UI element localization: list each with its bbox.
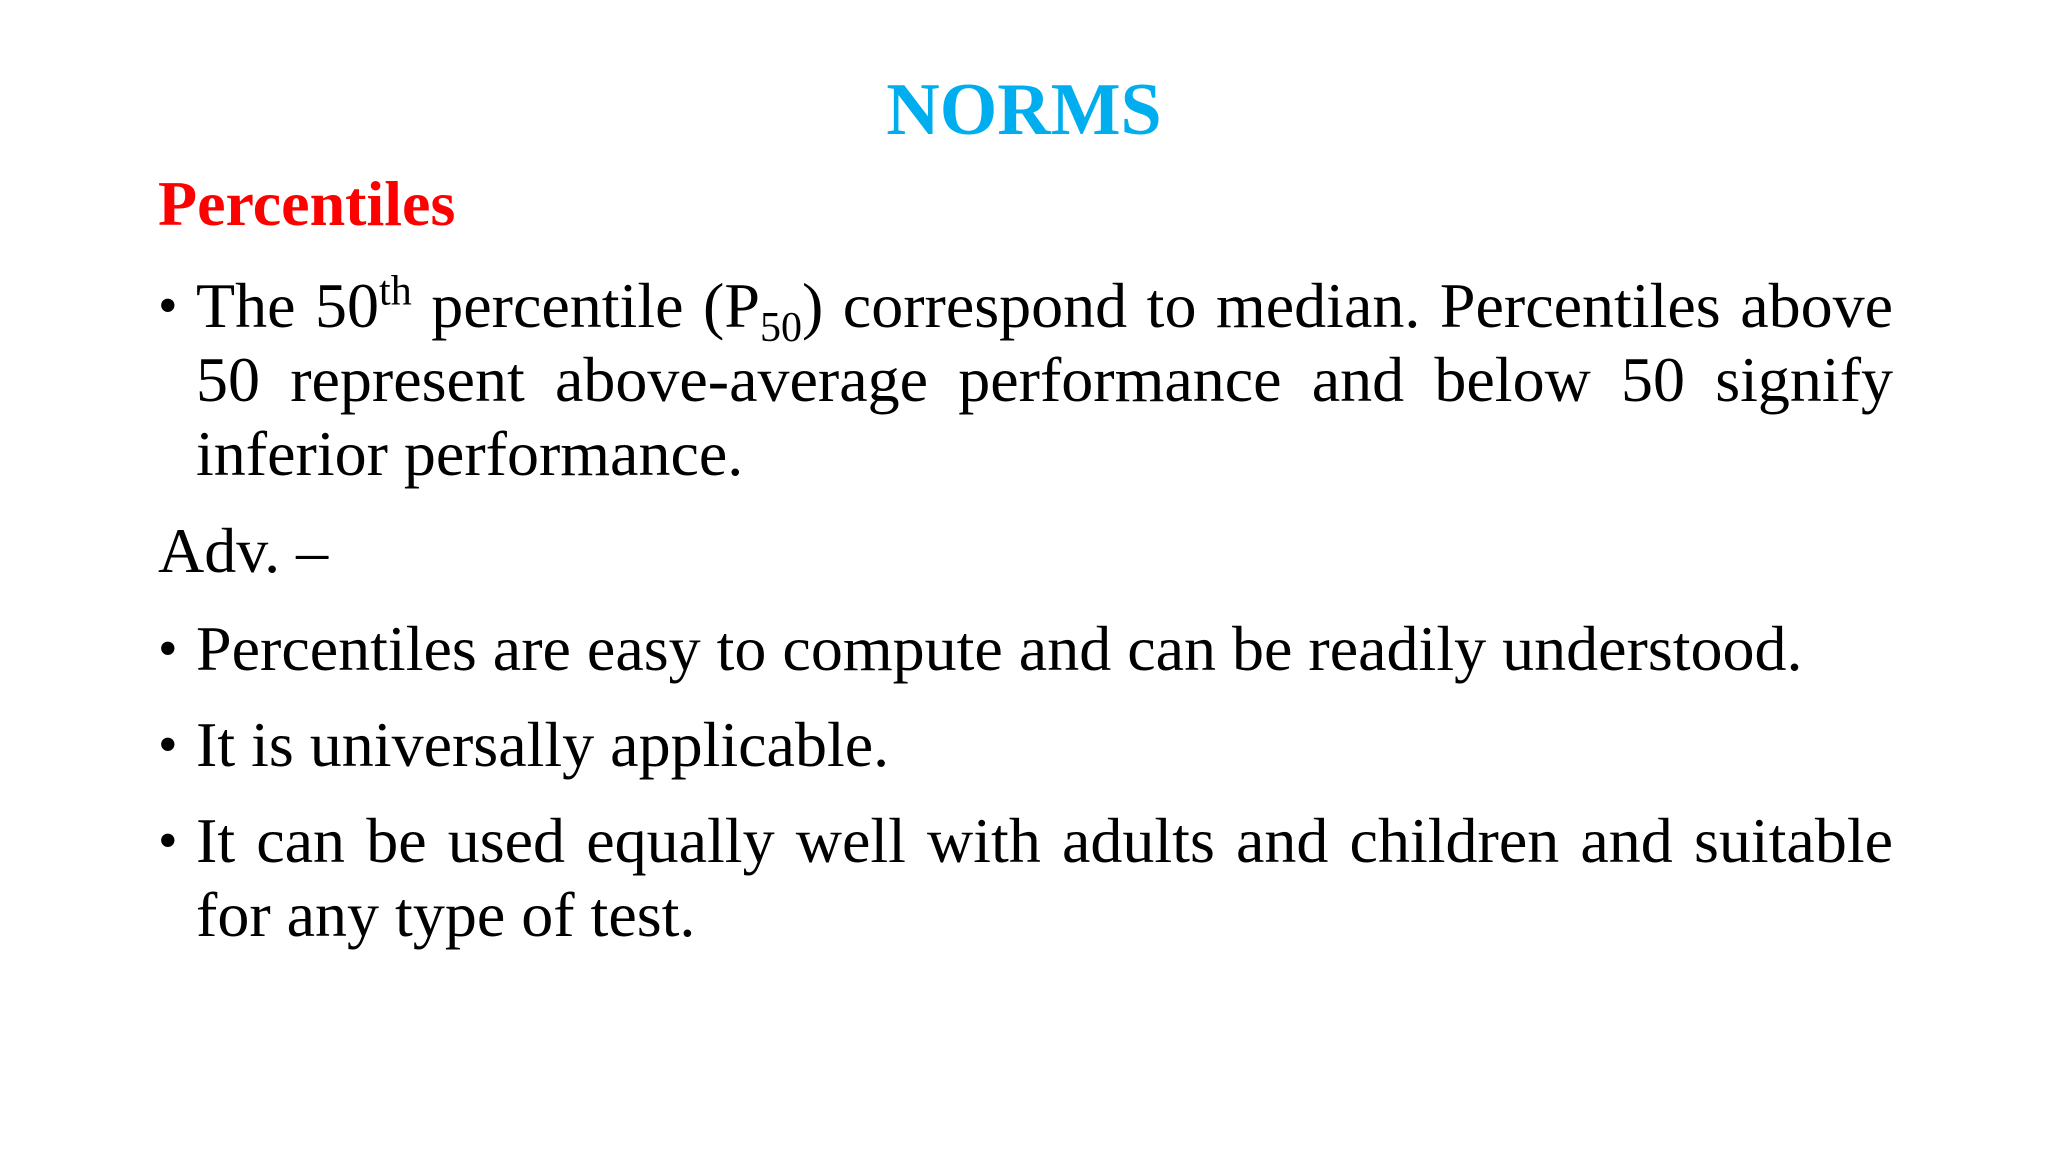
section-heading: Percentiles: [158, 168, 456, 239]
bullet-marker: •: [158, 810, 178, 872]
slide-content: [158, 165, 1893, 952]
superscript-th: th: [379, 268, 412, 315]
bullet-marker: •: [158, 275, 178, 337]
bullet-text-part: ) correspond to median. Percentiles above 50 represent above-average performance and below 50 signify inferior performance.: [196, 270, 1894, 489]
bullet-item-advantage: [158, 708, 1893, 782]
bullet-text: It can be used equally well with adults and children and suitable for any type of test.: [196, 805, 1893, 950]
bullet-text-part: The 50: [196, 270, 380, 341]
bullet-item-advantage: [158, 804, 1893, 952]
bullet-item-median: [158, 269, 1893, 491]
bullet-item-advantage: [158, 612, 1893, 686]
advantages-label: Adv. –: [158, 515, 329, 586]
bullet-marker: •: [158, 714, 178, 776]
subscript-50: 50: [759, 304, 802, 351]
bullet-text-part: percentile (P: [411, 270, 760, 341]
bullet-text: Percentiles are easy to compute and can be readily understood.: [196, 613, 1803, 684]
bullet-marker: •: [158, 618, 178, 680]
bullet-text: It is universally applicable.: [196, 709, 890, 780]
slide-title: NORMS: [886, 69, 1162, 151]
